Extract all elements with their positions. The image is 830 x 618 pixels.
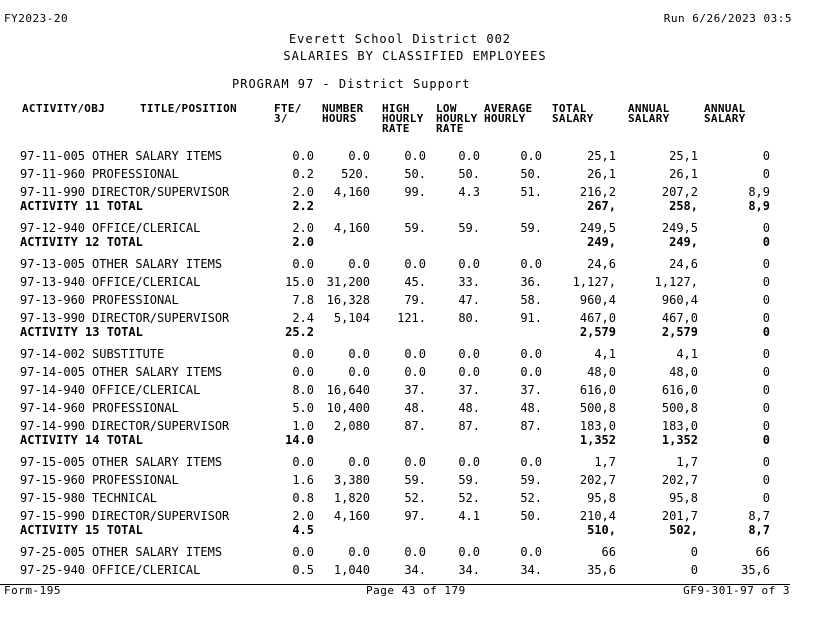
cell-avg-rate: 0.0 bbox=[520, 455, 542, 469]
cell-annual-2: 0 bbox=[762, 347, 770, 361]
cell-annual-2: 0 bbox=[762, 293, 770, 307]
cell-total-salary: 1,7 bbox=[594, 455, 616, 469]
cell-title: OTHER SALARY ITEMS bbox=[92, 545, 223, 559]
cell-fte: 0.0 bbox=[292, 257, 314, 271]
cell-title: PROFESSIONAL bbox=[92, 401, 179, 415]
table-row bbox=[0, 509, 800, 523]
cell-activity: 97-11-990 bbox=[20, 185, 86, 199]
cell-total-salary: 35,6 bbox=[587, 563, 616, 577]
cell-fte: 2.0 bbox=[292, 221, 314, 235]
cell-activity: 97-13-990 bbox=[20, 311, 86, 325]
cell-high-rate: 52. bbox=[404, 491, 426, 505]
table-row bbox=[0, 167, 800, 181]
col-low-hourly: LOW HOURLY RATE bbox=[436, 102, 478, 135]
cell-total-salary: 4,1 bbox=[594, 347, 616, 361]
cell-total-salary: 510, bbox=[587, 523, 616, 537]
cell-annual-1: 0 bbox=[690, 563, 698, 577]
cell-annual-1: 201,7 bbox=[661, 509, 698, 523]
cell-annual-2: 0 bbox=[762, 365, 770, 379]
cell-activity: 97-15-980 bbox=[20, 491, 86, 505]
cell-low-rate: 48. bbox=[458, 401, 480, 415]
cell-total-salary: 467,0 bbox=[579, 311, 616, 325]
cell-low-rate: 4.1 bbox=[458, 509, 480, 523]
cell-activity: 97-14-005 bbox=[20, 365, 86, 379]
district-name: Everett School District 002 bbox=[288, 32, 512, 46]
cell-low-rate: 0.0 bbox=[458, 257, 480, 271]
cell-activity: 97-25-005 bbox=[20, 545, 86, 559]
cell-hours: 4,160 bbox=[333, 221, 370, 235]
cell-fte: 1.6 bbox=[292, 473, 314, 487]
cell-annual-1: 249, bbox=[669, 235, 698, 249]
cell-annual-2: 35,6 bbox=[741, 563, 770, 577]
cell-fte: 0.8 bbox=[292, 491, 314, 505]
total-row bbox=[0, 433, 800, 447]
total-row bbox=[0, 199, 800, 213]
cell-high-rate: 0.0 bbox=[404, 347, 426, 361]
cell-title: OTHER SALARY ITEMS bbox=[92, 365, 223, 379]
cell-total-salary: 26,1 bbox=[587, 167, 616, 181]
cell-annual-1: 0 bbox=[690, 545, 698, 559]
cell-low-rate: 0.0 bbox=[458, 545, 480, 559]
cell-annual-1: 48,0 bbox=[669, 365, 698, 379]
cell-title: DIRECTOR/SUPERVISOR bbox=[92, 419, 230, 433]
cell-fte: 2.2 bbox=[292, 199, 314, 213]
cell-hours: 31,200 bbox=[326, 275, 370, 289]
cell-annual-2: 8,7 bbox=[748, 523, 770, 537]
cell-fte: 1.0 bbox=[292, 419, 314, 433]
cell-annual-1: 95,8 bbox=[669, 491, 698, 505]
cell-low-rate: 0.0 bbox=[458, 365, 480, 379]
cell-annual-1: 183,0 bbox=[661, 419, 698, 433]
cell-title: TECHNICAL bbox=[92, 491, 158, 505]
table-row bbox=[0, 185, 800, 199]
cell-annual-2: 8,9 bbox=[748, 185, 770, 199]
table-row bbox=[0, 347, 800, 361]
page-number: Page 43 of 179 bbox=[366, 584, 466, 597]
table-row bbox=[0, 293, 800, 307]
cell-total-salary: 249,5 bbox=[579, 221, 616, 235]
cell-high-rate: 59. bbox=[404, 221, 426, 235]
cell-low-rate: 50. bbox=[458, 167, 480, 181]
col-number-hours: NUMBER HOURS bbox=[322, 102, 364, 125]
cell-title: OTHER SALARY ITEMS bbox=[92, 455, 223, 469]
cell-fte: 0.0 bbox=[292, 455, 314, 469]
cell-title: SUBSTITUTE bbox=[92, 347, 165, 361]
cell-low-rate: 59. bbox=[458, 221, 480, 235]
col-title: TITLE/POSITION bbox=[140, 102, 237, 115]
cell-activity: 97-14-960 bbox=[20, 401, 86, 415]
cell-fte: 8.0 bbox=[292, 383, 314, 397]
cell-annual-2: 0 bbox=[762, 275, 770, 289]
table-row bbox=[0, 545, 800, 559]
cell-total-salary: 95,8 bbox=[587, 491, 616, 505]
cell-avg-rate: 0.0 bbox=[520, 347, 542, 361]
cell-annual-1: 207,2 bbox=[661, 185, 698, 199]
cell-high-rate: 37. bbox=[404, 383, 426, 397]
cell-low-rate: 0.0 bbox=[458, 149, 480, 163]
total-row bbox=[0, 325, 800, 339]
col-average-hourly: AVERAGE HOURLY bbox=[484, 102, 533, 125]
report-code: GF9-301-97 of 3 bbox=[683, 584, 790, 597]
cell-avg-rate: 0.0 bbox=[520, 257, 542, 271]
table-row bbox=[0, 401, 800, 415]
cell-low-rate: 52. bbox=[458, 491, 480, 505]
cell-activity: 97-25-940 bbox=[20, 563, 86, 577]
cell-total-salary: 267, bbox=[587, 199, 616, 213]
cell-hours: 3,380 bbox=[333, 473, 370, 487]
cell-low-rate: 4.3 bbox=[458, 185, 480, 199]
cell-avg-rate: 59. bbox=[520, 221, 542, 235]
cell-annual-1: 202,7 bbox=[661, 473, 698, 487]
cell-annual-2: 0 bbox=[762, 257, 770, 271]
cell-title: OFFICE/CLERICAL bbox=[92, 221, 201, 235]
cell-avg-rate: 50. bbox=[520, 167, 542, 181]
cell-fte: 0.0 bbox=[292, 347, 314, 361]
cell-fte: 2.4 bbox=[292, 311, 314, 325]
cell-high-rate: 0.0 bbox=[404, 149, 426, 163]
cell-activity: 97-14-002 bbox=[20, 347, 86, 361]
cell-annual-2: 0 bbox=[762, 473, 770, 487]
cell-annual-1: 24,6 bbox=[669, 257, 698, 271]
cell-fte: 2.0 bbox=[292, 509, 314, 523]
cell-activity: 97-13-960 bbox=[20, 293, 86, 307]
cell-avg-rate: 0.0 bbox=[520, 365, 542, 379]
cell-fte: 2.0 bbox=[292, 185, 314, 199]
cell-avg-rate: 0.0 bbox=[520, 545, 542, 559]
cell-low-rate: 80. bbox=[458, 311, 480, 325]
cell-hours: 0.0 bbox=[348, 257, 370, 271]
table-row bbox=[0, 221, 800, 235]
cell-total-salary: 500,8 bbox=[579, 401, 616, 415]
cell-avg-rate: 34. bbox=[520, 563, 542, 577]
cell-annual-2: 8,7 bbox=[748, 509, 770, 523]
cell-total-salary: 1,127, bbox=[572, 275, 616, 289]
cell-total-salary: 202,7 bbox=[579, 473, 616, 487]
cell-high-rate: 59. bbox=[404, 473, 426, 487]
cell-title: PROFESSIONAL bbox=[92, 473, 179, 487]
cell-activity: 97-15-960 bbox=[20, 473, 86, 487]
cell-total-salary: 183,0 bbox=[579, 419, 616, 433]
cell-fte: 4.5 bbox=[292, 523, 314, 537]
cell-title: OFFICE/CLERICAL bbox=[92, 383, 201, 397]
cell-hours: 0.0 bbox=[348, 365, 370, 379]
cell-annual-1: 467,0 bbox=[661, 311, 698, 325]
cell-total-salary: 25,1 bbox=[587, 149, 616, 163]
cell-annual-2: 0 bbox=[762, 235, 770, 249]
cell-annual-2: 66 bbox=[755, 545, 770, 559]
form-number: Form-195 bbox=[4, 584, 61, 597]
cell-avg-rate: 36. bbox=[520, 275, 542, 289]
cell-activity: ACTIVITY 14 TOTAL bbox=[20, 433, 143, 447]
cell-annual-2: 0 bbox=[762, 167, 770, 181]
cell-avg-rate: 48. bbox=[520, 401, 542, 415]
table-row bbox=[0, 383, 800, 397]
cell-fte: 25.2 bbox=[285, 325, 314, 339]
cell-title: PROFESSIONAL bbox=[92, 293, 179, 307]
cell-hours: 16,640 bbox=[326, 383, 370, 397]
cell-hours: 16,328 bbox=[326, 293, 370, 307]
program-name: PROGRAM 97 - District Support bbox=[232, 77, 471, 91]
cell-annual-1: 960,4 bbox=[661, 293, 698, 307]
cell-hours: 4,160 bbox=[333, 509, 370, 523]
cell-annual-1: 500,8 bbox=[661, 401, 698, 415]
col-annual-salary-2: ANNUAL SALARY bbox=[704, 102, 746, 125]
fiscal-year: FY2023-20 bbox=[4, 12, 69, 25]
cell-activity: 97-13-005 bbox=[20, 257, 86, 271]
cell-total-salary: 66 bbox=[601, 545, 616, 559]
cell-high-rate: 97. bbox=[404, 509, 426, 523]
cell-avg-rate: 51. bbox=[520, 185, 542, 199]
cell-hours: 0.0 bbox=[348, 149, 370, 163]
cell-total-salary: 24,6 bbox=[587, 257, 616, 271]
cell-low-rate: 47. bbox=[458, 293, 480, 307]
cell-total-salary: 1,352 bbox=[579, 433, 616, 447]
cell-annual-1: 2,579 bbox=[661, 325, 698, 339]
cell-activity: ACTIVITY 12 TOTAL bbox=[20, 235, 143, 249]
cell-low-rate: 37. bbox=[458, 383, 480, 397]
cell-annual-1: 1,352 bbox=[661, 433, 698, 447]
cell-annual-2: 0 bbox=[762, 149, 770, 163]
cell-total-salary: 48,0 bbox=[587, 365, 616, 379]
cell-fte: 7.8 bbox=[292, 293, 314, 307]
cell-low-rate: 0.0 bbox=[458, 347, 480, 361]
cell-low-rate: 59. bbox=[458, 473, 480, 487]
cell-fte: 0.5 bbox=[292, 563, 314, 577]
cell-fte: 5.0 bbox=[292, 401, 314, 415]
cell-fte: 2.0 bbox=[292, 235, 314, 249]
cell-high-rate: 48. bbox=[404, 401, 426, 415]
cell-activity: ACTIVITY 11 TOTAL bbox=[20, 199, 143, 213]
table-row bbox=[0, 257, 800, 271]
table-row bbox=[0, 563, 800, 577]
cell-fte: 15.0 bbox=[285, 275, 314, 289]
run-timestamp: Run 6/26/2023 03:5 bbox=[663, 12, 792, 25]
cell-annual-1: 26,1 bbox=[669, 167, 698, 181]
cell-annual-1: 25,1 bbox=[669, 149, 698, 163]
cell-title: DIRECTOR/SUPERVISOR bbox=[92, 311, 230, 325]
table-row bbox=[0, 149, 800, 163]
cell-fte: 0.0 bbox=[292, 365, 314, 379]
cell-avg-rate: 91. bbox=[520, 311, 542, 325]
cell-low-rate: 0.0 bbox=[458, 455, 480, 469]
cell-fte: 0.0 bbox=[292, 149, 314, 163]
cell-total-salary: 616,0 bbox=[579, 383, 616, 397]
cell-title: PROFESSIONAL bbox=[92, 167, 179, 181]
total-row bbox=[0, 235, 800, 249]
cell-high-rate: 34. bbox=[404, 563, 426, 577]
cell-annual-1: 502, bbox=[669, 523, 698, 537]
cell-avg-rate: 50. bbox=[520, 509, 542, 523]
cell-high-rate: 99. bbox=[404, 185, 426, 199]
cell-activity: ACTIVITY 13 TOTAL bbox=[20, 325, 143, 339]
col-total-salary: TOTAL SALARY bbox=[552, 102, 594, 125]
cell-avg-rate: 59. bbox=[520, 473, 542, 487]
cell-annual-2: 8,9 bbox=[748, 199, 770, 213]
table-row bbox=[0, 311, 800, 325]
cell-activity: 97-14-990 bbox=[20, 419, 86, 433]
cell-total-salary: 210,4 bbox=[579, 509, 616, 523]
cell-hours: 4,160 bbox=[333, 185, 370, 199]
cell-activity: 97-15-990 bbox=[20, 509, 86, 523]
cell-title: DIRECTOR/SUPERVISOR bbox=[92, 509, 230, 523]
table-row bbox=[0, 473, 800, 487]
cell-title: DIRECTOR/SUPERVISOR bbox=[92, 185, 230, 199]
cell-avg-rate: 0.0 bbox=[520, 149, 542, 163]
cell-avg-rate: 87. bbox=[520, 419, 542, 433]
cell-annual-2: 0 bbox=[762, 311, 770, 325]
cell-total-salary: 960,4 bbox=[579, 293, 616, 307]
cell-activity: 97-12-940 bbox=[20, 221, 86, 235]
cell-annual-2: 0 bbox=[762, 419, 770, 433]
cell-annual-2: 0 bbox=[762, 383, 770, 397]
col-fte: FTE/ 3/ bbox=[274, 102, 302, 125]
cell-annual-1: 249,5 bbox=[661, 221, 698, 235]
cell-fte: 14.0 bbox=[285, 433, 314, 447]
table-row bbox=[0, 419, 800, 433]
table-row bbox=[0, 275, 800, 289]
cell-annual-1: 1,127, bbox=[654, 275, 698, 289]
cell-activity: 97-14-940 bbox=[20, 383, 86, 397]
cell-total-salary: 249, bbox=[587, 235, 616, 249]
cell-high-rate: 45. bbox=[404, 275, 426, 289]
cell-high-rate: 0.0 bbox=[404, 257, 426, 271]
cell-annual-1: 616,0 bbox=[661, 383, 698, 397]
table-row bbox=[0, 455, 800, 469]
cell-annual-2: 0 bbox=[762, 401, 770, 415]
report-subtitle: SALARIES BY CLASSIFIED EMPLOYEES bbox=[283, 49, 547, 63]
total-row bbox=[0, 523, 800, 537]
col-annual-salary-1: ANNUAL SALARY bbox=[628, 102, 670, 125]
cell-high-rate: 121. bbox=[397, 311, 426, 325]
cell-high-rate: 50. bbox=[404, 167, 426, 181]
cell-low-rate: 34. bbox=[458, 563, 480, 577]
cell-high-rate: 0.0 bbox=[404, 365, 426, 379]
cell-annual-1: 4,1 bbox=[676, 347, 698, 361]
cell-high-rate: 87. bbox=[404, 419, 426, 433]
cell-title: OTHER SALARY ITEMS bbox=[92, 257, 223, 271]
cell-activity: 97-11-005 bbox=[20, 149, 86, 163]
table-row bbox=[0, 365, 800, 379]
cell-low-rate: 87. bbox=[458, 419, 480, 433]
cell-total-salary: 216,2 bbox=[579, 185, 616, 199]
cell-fte: 0.0 bbox=[292, 545, 314, 559]
cell-annual-2: 0 bbox=[762, 433, 770, 447]
cell-hours: 5,104 bbox=[333, 311, 370, 325]
cell-activity: 97-15-005 bbox=[20, 455, 86, 469]
cell-avg-rate: 58. bbox=[520, 293, 542, 307]
cell-annual-2: 0 bbox=[762, 325, 770, 339]
cell-total-salary: 2,579 bbox=[579, 325, 616, 339]
cell-annual-1: 1,7 bbox=[676, 455, 698, 469]
cell-avg-rate: 37. bbox=[520, 383, 542, 397]
cell-title: OTHER SALARY ITEMS bbox=[92, 149, 223, 163]
table-row bbox=[0, 491, 800, 505]
cell-hours: 520. bbox=[341, 167, 370, 181]
cell-title: OFFICE/CLERICAL bbox=[92, 275, 201, 289]
cell-high-rate: 0.0 bbox=[404, 545, 426, 559]
cell-hours: 2,080 bbox=[333, 419, 370, 433]
cell-annual-2: 0 bbox=[762, 491, 770, 505]
cell-hours: 0.0 bbox=[348, 545, 370, 559]
cell-hours: 1,040 bbox=[333, 563, 370, 577]
cell-high-rate: 0.0 bbox=[404, 455, 426, 469]
cell-hours: 10,400 bbox=[326, 401, 370, 415]
cell-annual-2: 0 bbox=[762, 455, 770, 469]
cell-low-rate: 33. bbox=[458, 275, 480, 289]
cell-avg-rate: 52. bbox=[520, 491, 542, 505]
cell-activity: ACTIVITY 15 TOTAL bbox=[20, 523, 143, 537]
cell-hours: 0.0 bbox=[348, 455, 370, 469]
cell-fte: 0.2 bbox=[292, 167, 314, 181]
cell-annual-2: 0 bbox=[762, 221, 770, 235]
cell-annual-1: 258, bbox=[669, 199, 698, 213]
cell-activity: 97-11-960 bbox=[20, 167, 86, 181]
cell-hours: 0.0 bbox=[348, 347, 370, 361]
cell-activity: 97-13-940 bbox=[20, 275, 86, 289]
col-activity: ACTIVITY/OBJ bbox=[22, 102, 106, 115]
cell-hours: 1,820 bbox=[333, 491, 370, 505]
cell-high-rate: 79. bbox=[404, 293, 426, 307]
col-high-hourly: HIGH HOURLY RATE bbox=[382, 102, 424, 135]
cell-title: OFFICE/CLERICAL bbox=[92, 563, 201, 577]
